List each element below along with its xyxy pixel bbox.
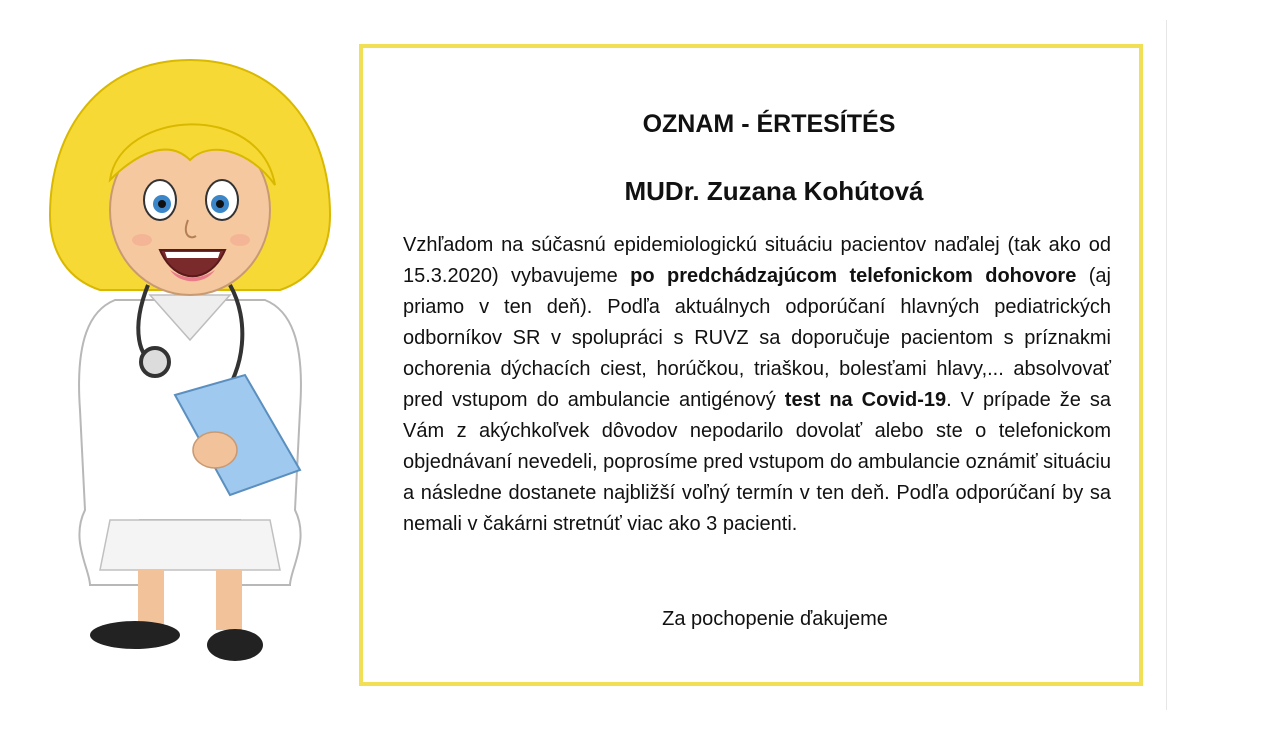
closing-text: Za pochopenie ďakujeme [662,608,888,630]
notice-title: OZNAM - ÉRTESÍTÉS [642,110,896,138]
doctor-name: MUDr. Zuzana Kohútová [624,176,924,206]
body-text-segment: . V prípade že sa Vám z akýchkoľvek dôvodov nepodarilo dovolať alebo ste o telefonickom objednávaní nevedeli, poprosíme pred vstupom do ambulancie oznámiť situáciu a následne dostanete najbližší voľný termín v ten deň. Podľa odporúčaní by sa nemali v čakárni stretnúť viac ako 3 pacienti. [403,389,1111,535]
body-text-segment: (aj priamo v ten deň). Podľa aktuálnych odporúčaní hlavných pediatrických odborníkov SR v spolupráci s RUVZ sa doporučuje pacientom s príznakmi ochorenia dýchacích ciest, horúčkou, triaškou, bolesťami hlavy,... absolvovať pred vstupom do ambulancie antigénový [403,265,1111,411]
notice-body [403,230,1111,540]
notice-frame [359,44,1143,686]
cartoon-doctor-icon [30,40,350,680]
page-edge-divider [1166,20,1167,710]
body-emphasis-phone-appointment: po predchádzajúcom telefonickom dohovore [630,265,1077,287]
body-text-segment: Vzhľadom na súčasnú epidemiologickú situáciu pacientov naďalej (tak ako od 15.3.2020) vybavujeme [403,234,1111,287]
body-emphasis-covid-test: test na Covid-19 [784,389,947,411]
